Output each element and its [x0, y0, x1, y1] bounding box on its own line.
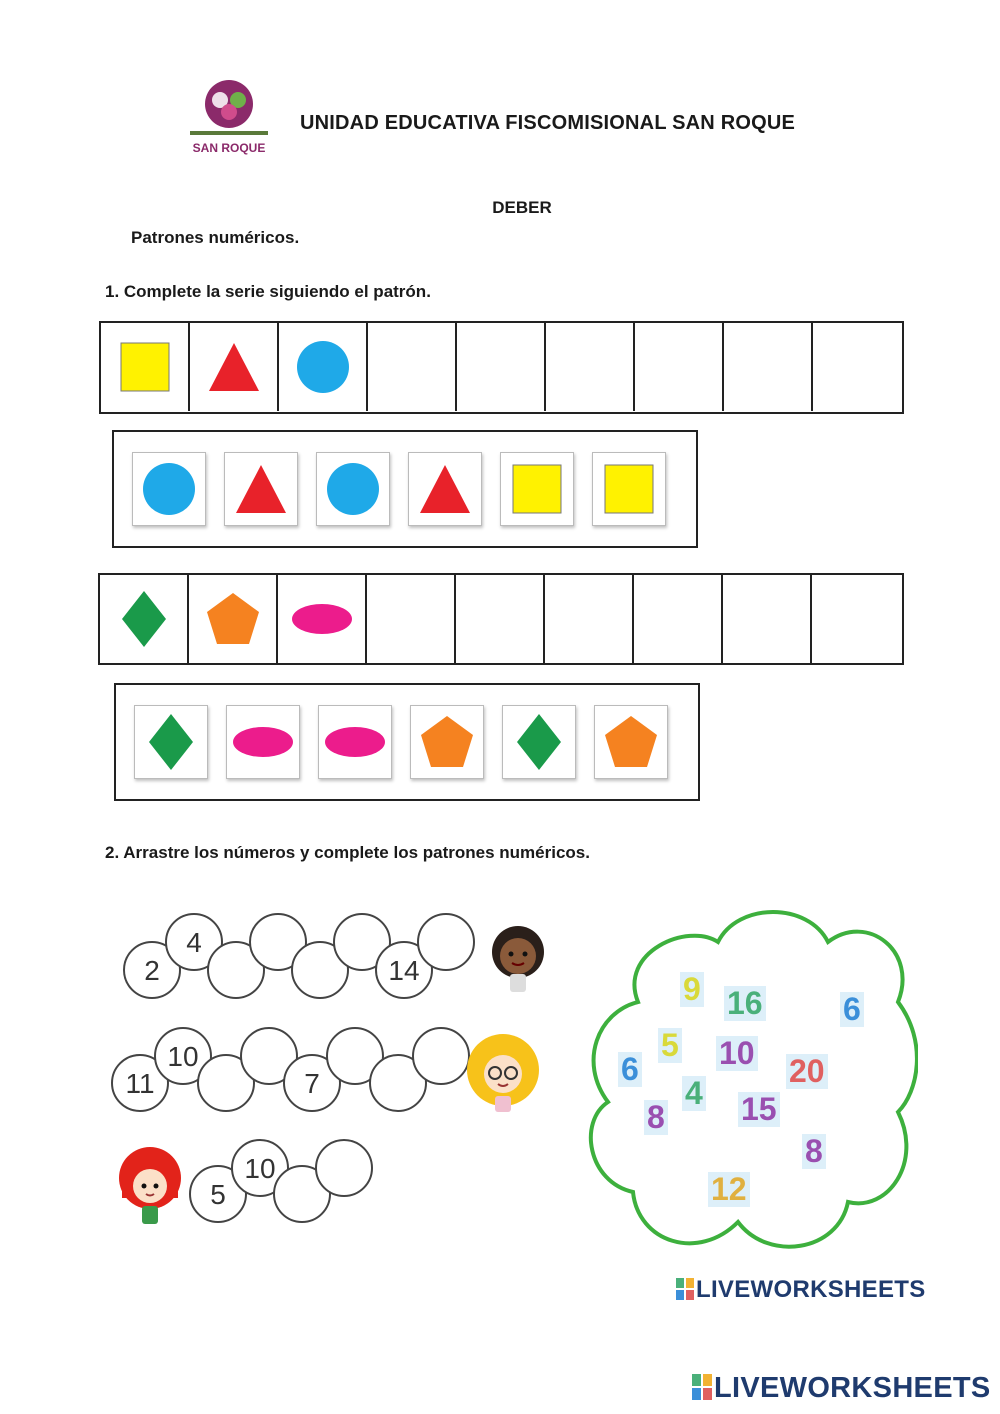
liveworksheets-watermark-mid: [676, 1276, 926, 1304]
pattern-drop-target[interactable]: [545, 575, 634, 663]
draggable-shape-tile[interactable]: [316, 452, 390, 526]
draggable-number[interactable]: 4: [682, 1076, 706, 1111]
draggable-number[interactable]: 6: [840, 992, 864, 1027]
pattern-drop-target[interactable]: [812, 575, 901, 663]
circle-blue-icon: [139, 459, 199, 519]
number-circle-value: 2: [144, 955, 160, 986]
number-circle-value: 7: [304, 1068, 320, 1099]
question-1-text: 1. Complete la serie siguiendo el patrón.: [105, 282, 431, 301]
ellipse-pink-icon: [319, 712, 391, 772]
diamond-green-icon: [114, 589, 174, 649]
number-circle-value: 10: [244, 1153, 276, 1184]
draggable-number[interactable]: 20: [786, 1054, 828, 1089]
draggable-shape-tile[interactable]: [410, 705, 484, 779]
school-logo: [186, 76, 272, 158]
draggable-shape-tile[interactable]: [594, 705, 668, 779]
draggable-shape-tile[interactable]: [502, 705, 576, 779]
number-circle-value: 14: [388, 955, 420, 986]
draggable-shape-tile[interactable]: [132, 452, 206, 526]
draggable-shape-tile[interactable]: [408, 452, 482, 526]
number-chain-2: [112, 1028, 469, 1111]
number-circle-value: 11: [125, 1068, 155, 1099]
draggable-shape-tile[interactable]: [226, 705, 300, 779]
triangle-red-icon: [231, 459, 291, 519]
diamond-green-icon: [509, 712, 569, 772]
pentagon-orange-icon: [601, 712, 661, 772]
pattern-drop-target[interactable]: [456, 575, 545, 663]
pattern-drop-target[interactable]: [546, 323, 635, 411]
pentagon-orange-icon: [203, 589, 263, 649]
number-drop-circle[interactable]: [418, 914, 474, 970]
diamond-green-icon: [141, 712, 201, 772]
liveworksheets-brand-mid: LIVEWORKSHEETS: [696, 1276, 926, 1303]
shape-pattern-grid-2: [98, 573, 904, 665]
draggable-number[interactable]: 8: [644, 1100, 668, 1135]
pattern-drop-target[interactable]: [724, 323, 813, 411]
number-circle-value: 10: [167, 1041, 199, 1072]
girl-avatar-dark-hair: [478, 918, 558, 998]
question-2-text: 2. Arrastre los números y complete los patrones numéricos.: [105, 843, 590, 862]
pattern-cell-given: [100, 575, 189, 663]
draggable-number[interactable]: 9: [680, 972, 704, 1007]
draggable-number[interactable]: 8: [802, 1134, 826, 1169]
number-circle-value: 4: [186, 927, 202, 958]
pattern-drop-target[interactable]: [813, 323, 902, 411]
number-circle-value: 5: [210, 1179, 226, 1210]
number-drop-circle[interactable]: [316, 1140, 372, 1196]
school-name: UNIDAD EDUCATIVA FISCOMISIONAL SAN ROQUE: [300, 112, 796, 134]
square-yellow-icon: [115, 337, 175, 397]
assignment-label: DEBER: [492, 198, 552, 217]
draggable-number[interactable]: 12: [708, 1172, 750, 1207]
draggable-shape-tile[interactable]: [134, 705, 208, 779]
circle-blue-icon: [323, 459, 383, 519]
pattern-cell-given: [189, 575, 278, 663]
draggable-number[interactable]: 6: [618, 1052, 642, 1087]
draggable-number[interactable]: 10: [716, 1036, 758, 1071]
draggable-shape-tile[interactable]: [592, 452, 666, 526]
assignment-topic: Patrones numéricos.: [131, 228, 300, 247]
pattern-drop-target[interactable]: [368, 323, 457, 411]
shape-bank-1: [112, 430, 698, 548]
draggable-number[interactable]: 15: [738, 1092, 780, 1127]
draggable-shape-tile[interactable]: [500, 452, 574, 526]
pattern-drop-target[interactable]: [635, 323, 724, 411]
pattern-cell-given: [279, 323, 368, 411]
girl-avatar-curly-hair: [458, 1030, 548, 1120]
pattern-cell-given: [190, 323, 279, 411]
pattern-cell-given: [101, 323, 190, 411]
triangle-red-icon: [204, 337, 264, 397]
liveworksheets-logo-icon: [692, 1374, 712, 1400]
svg-text:SAN ROQUE: SAN ROQUE: [192, 141, 266, 155]
shape-bank-2: [114, 683, 700, 801]
number-chain-3: [190, 1140, 372, 1222]
ellipse-pink-icon: [227, 712, 299, 772]
pattern-drop-target[interactable]: [723, 575, 812, 663]
draggable-shape-tile[interactable]: [318, 705, 392, 779]
draggable-number[interactable]: 16: [724, 986, 766, 1021]
pattern-cell-given: [278, 575, 367, 663]
ellipse-pink-icon: [286, 589, 358, 649]
square-yellow-icon: [599, 459, 659, 519]
number-chain-1: [124, 914, 474, 998]
liveworksheets-logo-icon: [676, 1278, 694, 1300]
circle-blue-icon: [293, 337, 353, 397]
liveworksheets-watermark-bottom: [692, 1372, 991, 1405]
triangle-red-icon: [415, 459, 475, 519]
square-yellow-icon: [507, 459, 567, 519]
draggable-shape-tile[interactable]: [224, 452, 298, 526]
draggable-number[interactable]: 5: [658, 1028, 682, 1063]
girl-avatar-red-hair: [110, 1144, 190, 1234]
liveworksheets-brand-bottom: LIVEWORKSHEETS: [714, 1372, 991, 1404]
shape-pattern-grid-1: [99, 321, 904, 414]
pattern-drop-target[interactable]: [367, 575, 456, 663]
pattern-drop-target[interactable]: [457, 323, 546, 411]
pattern-drop-target[interactable]: [634, 575, 723, 663]
pentagon-orange-icon: [417, 712, 477, 772]
